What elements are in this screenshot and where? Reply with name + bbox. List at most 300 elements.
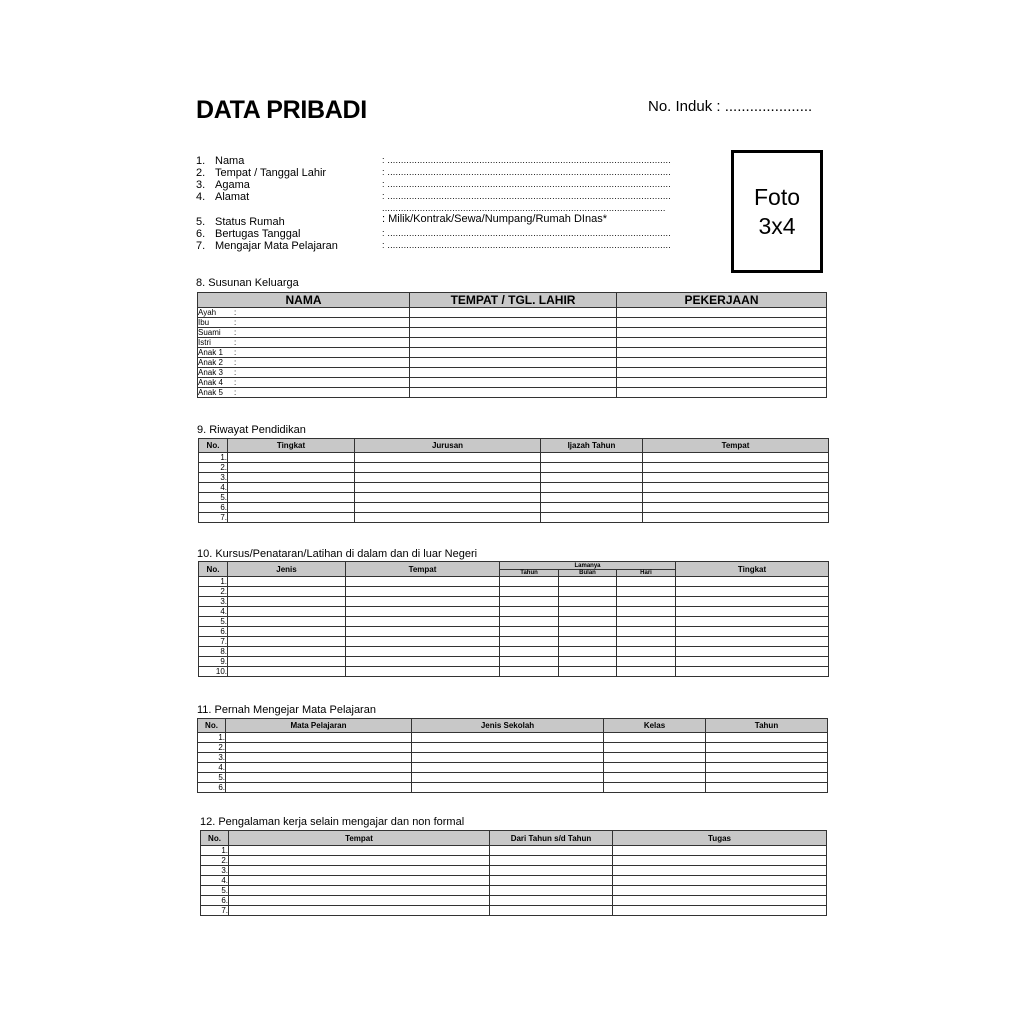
row-number: 8.	[199, 647, 228, 657]
table-cell[interactable]	[346, 647, 500, 657]
row-number: 3.	[201, 866, 229, 876]
table-cell[interactable]	[559, 667, 617, 677]
field-label-alamat: Alamat	[215, 191, 250, 203]
field-number: 2.	[196, 167, 206, 179]
table-cell[interactable]	[228, 463, 355, 473]
relation-label: Ayah	[198, 308, 217, 317]
row-number: 2.	[199, 587, 228, 597]
field-value-mengajar[interactable]: : .........................................................................................................	[382, 240, 671, 250]
photo-size: 3x4	[758, 212, 796, 239]
table-cell[interactable]	[643, 503, 829, 513]
table-cell[interactable]	[355, 483, 541, 493]
table-cell[interactable]	[228, 607, 346, 617]
table-row	[201, 866, 827, 876]
table-cell[interactable]	[500, 617, 559, 627]
table-row	[199, 627, 829, 637]
column-header: PEKERJAAN	[617, 293, 827, 308]
relation-colon: :	[234, 318, 237, 327]
table-cell[interactable]	[559, 587, 617, 597]
table-cell[interactable]	[410, 348, 617, 358]
table-row	[199, 483, 829, 493]
table-cell[interactable]	[604, 743, 706, 753]
relation-label: Suami	[198, 328, 221, 337]
family-relation-cell[interactable]	[198, 308, 410, 318]
relation-colon: :	[234, 328, 237, 337]
table-cell[interactable]	[346, 657, 500, 667]
table-cell[interactable]	[229, 856, 490, 866]
relation-colon: :	[234, 388, 237, 397]
table-cell[interactable]	[613, 856, 827, 866]
teaching-table	[197, 718, 828, 793]
table-cell[interactable]	[410, 338, 617, 348]
table-cell[interactable]	[617, 368, 827, 378]
table-cell[interactable]	[410, 388, 617, 398]
table-cell[interactable]	[617, 328, 827, 338]
table-cell[interactable]	[541, 493, 643, 503]
table-cell[interactable]	[226, 753, 412, 763]
table-row	[199, 637, 829, 647]
family-relation-cell[interactable]	[198, 328, 410, 338]
table-cell[interactable]	[412, 743, 604, 753]
family-relation-cell[interactable]	[198, 338, 410, 348]
column-header: Mata Pelajaran	[226, 719, 412, 733]
sub-column-header: Bulan	[559, 570, 617, 577]
table-cell[interactable]	[500, 657, 559, 667]
table-cell[interactable]	[613, 886, 827, 896]
table-cell[interactable]	[559, 657, 617, 667]
table-cell[interactable]	[500, 637, 559, 647]
page-title: DATA PRIBADI	[196, 96, 367, 124]
column-header: Tugas	[613, 831, 827, 846]
relation-colon: :	[234, 308, 237, 317]
table-cell[interactable]	[346, 627, 500, 637]
row-number: 5.	[201, 886, 229, 896]
relation-label: Anak 5	[198, 388, 223, 397]
courses-section-title: 10. Kursus/Penataran/Latihan di dalam dan di luar Negeri	[197, 548, 478, 560]
column-header: Dari Tahun s/d Tahun	[490, 831, 613, 846]
table-cell[interactable]	[617, 647, 676, 657]
row-number: 4.	[201, 876, 229, 886]
column-header: Jenis	[228, 562, 346, 577]
table-cell[interactable]	[490, 846, 613, 856]
family-relation-cell[interactable]	[198, 368, 410, 378]
table-cell[interactable]	[706, 743, 828, 753]
table-cell[interactable]	[604, 753, 706, 763]
table-cell[interactable]	[643, 473, 829, 483]
table-cell[interactable]	[228, 637, 346, 647]
row-number: 2.	[198, 743, 226, 753]
table-cell[interactable]	[604, 773, 706, 783]
column-header: Tahun	[706, 719, 828, 733]
table-cell[interactable]	[617, 308, 827, 318]
table-cell[interactable]	[500, 667, 559, 677]
table-cell[interactable]	[613, 906, 827, 916]
table-cell[interactable]	[706, 773, 828, 783]
table-cell[interactable]	[490, 896, 613, 906]
table-row	[198, 318, 827, 328]
table-cell[interactable]	[346, 667, 500, 677]
table-cell[interactable]	[229, 876, 490, 886]
relation-label: Istri	[198, 338, 211, 347]
table-cell[interactable]	[559, 607, 617, 617]
table-cell[interactable]	[228, 647, 346, 657]
column-header: Jurusan	[355, 439, 541, 453]
sub-column-header: Tahun	[500, 570, 559, 577]
table-cell[interactable]	[541, 503, 643, 513]
row-number: 6.	[201, 896, 229, 906]
row-number: 7.	[199, 513, 228, 523]
row-number: 1.	[199, 577, 228, 587]
photo-placeholder	[731, 150, 823, 273]
row-number: 4.	[199, 607, 228, 617]
table-row	[201, 876, 827, 886]
relation-label: Anak 2	[198, 358, 223, 367]
no-induk-field[interactable]: No. Induk : .....................	[648, 98, 813, 115]
table-row	[198, 733, 828, 743]
table-cell[interactable]	[676, 597, 829, 607]
table-cell[interactable]	[410, 368, 617, 378]
family-relation-cell[interactable]	[198, 378, 410, 388]
table-cell[interactable]	[541, 453, 643, 463]
table-row	[198, 773, 828, 783]
relation-colon: :	[234, 358, 237, 367]
column-header: No.	[199, 562, 228, 577]
row-number: 3.	[199, 473, 228, 483]
row-number: 5.	[199, 493, 228, 503]
table-cell[interactable]	[706, 733, 828, 743]
table-cell[interactable]	[412, 783, 604, 793]
column-header: No.	[198, 719, 226, 733]
family-relation-cell[interactable]	[198, 388, 410, 398]
table-cell[interactable]	[410, 328, 617, 338]
table-cell[interactable]	[226, 763, 412, 773]
table-cell[interactable]	[229, 846, 490, 856]
relation-label: Anak 4	[198, 378, 223, 387]
photo-label: Foto	[753, 183, 801, 210]
table-cell[interactable]	[355, 473, 541, 483]
table-cell[interactable]	[412, 773, 604, 783]
table-row	[199, 597, 829, 607]
table-cell[interactable]	[228, 513, 355, 523]
table-row	[201, 856, 827, 866]
table-cell[interactable]	[228, 667, 346, 677]
table-row	[201, 846, 827, 856]
table-row	[199, 503, 829, 513]
table-cell[interactable]	[226, 773, 412, 783]
field-number: 7.	[196, 240, 206, 252]
table-cell[interactable]	[500, 587, 559, 597]
column-header: Ijazah Tahun	[541, 439, 643, 453]
row-number: 6.	[199, 503, 228, 513]
relation-label: Ibu	[198, 318, 210, 327]
table-cell[interactable]	[229, 866, 490, 876]
row-number: 5.	[198, 773, 226, 783]
table-cell[interactable]	[500, 607, 559, 617]
table-cell[interactable]	[228, 627, 346, 637]
row-number: 4.	[199, 483, 228, 493]
table-cell[interactable]	[559, 627, 617, 637]
table-row	[198, 753, 828, 763]
table-cell[interactable]	[559, 637, 617, 647]
column-header: No.	[199, 439, 228, 453]
experience-section-title: 12. Pengalaman kerja selain mengajar dan non formal	[200, 816, 465, 828]
table-cell[interactable]	[617, 358, 827, 368]
table-row	[199, 617, 829, 627]
teaching-section-title: 11. Pernah Mengejar Mata Pelajaran	[197, 704, 376, 716]
table-cell[interactable]	[346, 597, 500, 607]
field-label-nama: Nama	[215, 155, 245, 167]
row-number: 3.	[198, 753, 226, 763]
table-cell[interactable]	[229, 896, 490, 906]
row-number: 2.	[201, 856, 229, 866]
table-cell[interactable]	[228, 587, 346, 597]
table-cell[interactable]	[412, 733, 604, 743]
table-cell[interactable]	[676, 587, 829, 597]
table-cell[interactable]	[346, 617, 500, 627]
table-cell[interactable]	[617, 607, 676, 617]
row-number: 4.	[198, 763, 226, 773]
table-cell[interactable]	[676, 627, 829, 637]
field-value-agama[interactable]: : .........................................................................................................	[382, 179, 671, 189]
family-relation-cell[interactable]	[198, 348, 410, 358]
table-row	[198, 338, 827, 348]
table-cell[interactable]	[226, 733, 412, 743]
table-cell[interactable]	[617, 338, 827, 348]
table-row	[201, 896, 827, 906]
table-row	[199, 513, 829, 523]
table-cell[interactable]	[410, 378, 617, 388]
family-relation-cell[interactable]	[198, 358, 410, 368]
table-cell[interactable]	[228, 483, 355, 493]
table-cell[interactable]	[226, 743, 412, 753]
column-header: TEMPAT / TGL. LAHIR	[410, 293, 617, 308]
row-number: 7.	[199, 637, 228, 647]
table-cell[interactable]	[500, 627, 559, 637]
column-header: Kelas	[604, 719, 706, 733]
table-cell[interactable]	[500, 577, 559, 587]
table-row	[198, 388, 827, 398]
table-row	[198, 308, 827, 318]
table-row	[199, 463, 829, 473]
table-row	[199, 577, 829, 587]
field-label-bertugas: Bertugas Tanggal	[215, 228, 301, 240]
table-cell[interactable]	[617, 577, 676, 587]
education-section-title: 9. Riwayat Pendidikan	[197, 424, 306, 436]
table-cell[interactable]	[228, 617, 346, 627]
table-cell[interactable]	[617, 348, 827, 358]
table-cell[interactable]	[559, 647, 617, 657]
table-row	[199, 647, 829, 657]
table-cell[interactable]	[604, 783, 706, 793]
field-value-ttl[interactable]: : .........................................................................................................	[382, 167, 671, 177]
table-cell[interactable]	[617, 667, 676, 677]
table-cell[interactable]	[410, 358, 617, 368]
table-cell[interactable]	[490, 906, 613, 916]
table-cell[interactable]	[355, 513, 541, 523]
table-cell[interactable]	[500, 597, 559, 607]
table-cell[interactable]	[541, 463, 643, 473]
table-cell[interactable]	[676, 637, 829, 647]
table-cell[interactable]	[490, 886, 613, 896]
table-cell[interactable]	[617, 637, 676, 647]
field-label-mengajar: Mengajar Mata Pelajaran	[215, 240, 338, 252]
table-cell[interactable]	[412, 753, 604, 763]
table-cell[interactable]	[541, 513, 643, 523]
field-number: 4.	[196, 191, 206, 203]
column-header: No.	[201, 831, 229, 846]
column-header: Tingkat	[676, 562, 829, 577]
table-cell[interactable]	[643, 483, 829, 493]
table-row	[201, 906, 827, 916]
row-number: 3.	[199, 597, 228, 607]
table-row	[198, 783, 828, 793]
table-cell[interactable]	[676, 577, 829, 587]
family-section-title: 8. Susunan Keluarga	[196, 277, 299, 289]
table-cell[interactable]	[346, 577, 500, 587]
family-table	[197, 292, 827, 398]
table-row	[199, 473, 829, 483]
row-number: 1.	[201, 846, 229, 856]
field-label-ttl: Tempat / Tanggal Lahir	[215, 167, 327, 179]
table-row	[199, 607, 829, 617]
table-cell[interactable]	[604, 763, 706, 773]
table-cell[interactable]	[228, 473, 355, 483]
table-cell[interactable]	[226, 783, 412, 793]
field-value-nama[interactable]: : .........................................................................................................	[382, 155, 671, 165]
table-cell[interactable]	[604, 733, 706, 743]
table-cell[interactable]	[676, 647, 829, 657]
column-header: Tempat	[643, 439, 829, 453]
field-value-alamat[interactable]: : .........................................................................................................	[382, 191, 671, 201]
column-header: Tempat	[346, 562, 500, 577]
table-cell[interactable]	[559, 617, 617, 627]
row-number: 6.	[198, 783, 226, 793]
table-cell[interactable]	[229, 906, 490, 916]
column-header: Tempat	[229, 831, 490, 846]
table-cell[interactable]	[613, 846, 827, 856]
table-cell[interactable]	[228, 597, 346, 607]
table-cell[interactable]	[706, 763, 828, 773]
table-row	[199, 587, 829, 597]
table-row	[199, 453, 829, 463]
column-header: Lamanya	[500, 562, 676, 570]
field-value-status-rumah[interactable]: : Milik/Kontrak/Sewa/Numpang/Rumah DInas*	[382, 213, 607, 225]
table-cell[interactable]	[617, 318, 827, 328]
row-number: 2.	[199, 463, 228, 473]
table-cell[interactable]	[706, 753, 828, 763]
table-cell[interactable]	[643, 493, 829, 503]
courses-table	[198, 561, 829, 677]
relation-label: Anak 3	[198, 368, 223, 377]
table-cell[interactable]	[410, 318, 617, 328]
table-row	[198, 348, 827, 358]
table-cell[interactable]	[617, 587, 676, 597]
relation-colon: :	[234, 368, 237, 377]
field-label-agama: Agama	[215, 179, 250, 191]
table-cell[interactable]	[617, 388, 827, 398]
relation-colon: :	[234, 338, 237, 347]
table-cell[interactable]	[500, 647, 559, 657]
relation-colon: :	[234, 378, 237, 387]
table-cell[interactable]	[643, 453, 829, 463]
table-cell[interactable]	[490, 856, 613, 866]
table-cell[interactable]	[617, 617, 676, 627]
table-cell[interactable]	[228, 493, 355, 503]
field-value-alamat-2[interactable]: .........................................................................................................	[382, 203, 666, 213]
table-cell[interactable]	[643, 463, 829, 473]
table-row	[199, 657, 829, 667]
table-cell[interactable]	[676, 607, 829, 617]
table-cell[interactable]	[355, 463, 541, 473]
table-cell[interactable]	[346, 607, 500, 617]
table-cell[interactable]	[617, 657, 676, 667]
table-cell[interactable]	[617, 378, 827, 388]
row-number: 10.	[199, 667, 228, 677]
row-number: 1.	[198, 733, 226, 743]
table-cell[interactable]	[541, 473, 643, 483]
table-cell[interactable]	[643, 513, 829, 523]
table-row	[199, 667, 829, 677]
table-cell[interactable]	[355, 503, 541, 513]
table-cell[interactable]	[559, 597, 617, 607]
column-header: NAMA	[198, 293, 410, 308]
table-row	[198, 378, 827, 388]
table-cell[interactable]	[613, 876, 827, 886]
table-cell[interactable]	[355, 493, 541, 503]
table-cell[interactable]	[490, 866, 613, 876]
table-cell[interactable]	[490, 876, 613, 886]
row-number: 9.	[199, 657, 228, 667]
table-row	[198, 763, 828, 773]
row-number: 6.	[199, 627, 228, 637]
table-cell[interactable]	[228, 577, 346, 587]
field-number: 5.	[196, 216, 206, 228]
field-value-bertugas[interactable]: : .........................................................................................................	[382, 228, 671, 238]
table-cell[interactable]	[541, 483, 643, 493]
table-row	[198, 368, 827, 378]
sub-column-header: Hari	[617, 570, 676, 577]
column-header: Tingkat	[228, 439, 355, 453]
table-cell[interactable]	[613, 866, 827, 876]
table-cell[interactable]	[706, 783, 828, 793]
field-number: 1.	[196, 155, 206, 167]
row-number: 1.	[199, 453, 228, 463]
table-cell[interactable]	[228, 453, 355, 463]
table-row	[198, 743, 828, 753]
table-cell[interactable]	[229, 886, 490, 896]
relation-label: Anak 1	[198, 348, 223, 357]
table-cell[interactable]	[355, 453, 541, 463]
table-cell[interactable]	[412, 763, 604, 773]
table-cell[interactable]	[617, 597, 676, 607]
table-cell[interactable]	[676, 667, 829, 677]
table-cell[interactable]	[228, 503, 355, 513]
table-row	[198, 358, 827, 368]
table-cell[interactable]	[346, 587, 500, 597]
table-cell[interactable]	[617, 627, 676, 637]
table-cell[interactable]	[559, 577, 617, 587]
family-relation-cell[interactable]	[198, 318, 410, 328]
field-number: 3.	[196, 179, 206, 191]
table-cell[interactable]	[676, 657, 829, 667]
table-cell[interactable]	[228, 657, 346, 667]
table-row	[201, 886, 827, 896]
table-cell[interactable]	[410, 308, 617, 318]
table-cell[interactable]	[613, 896, 827, 906]
table-cell[interactable]	[676, 617, 829, 627]
table-row	[199, 493, 829, 503]
table-cell[interactable]	[346, 637, 500, 647]
